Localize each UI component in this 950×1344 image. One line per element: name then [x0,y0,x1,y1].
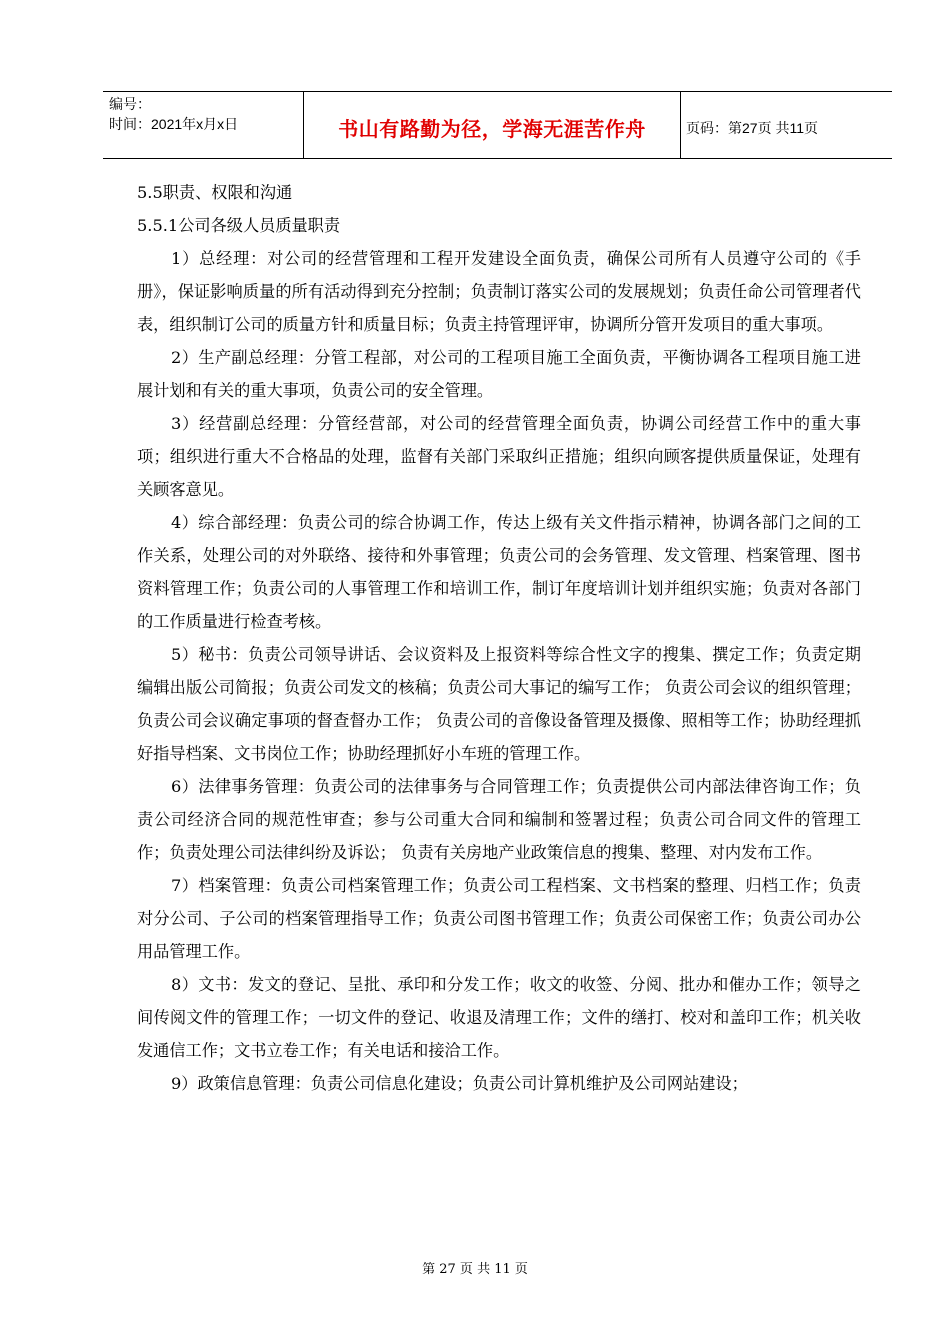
paragraph-general-manager: 1）总经理：对公司的经营管理和工程开发建设全面负责，确保公司所有人员遵守公司的《手册》，保证影响质量的所有活动得到充分控制；负责制订落实公司的发展规划；负责任命公司管理者代表，组织制订公司的质量方针和质量目标；负责主持管理评审，协调所分管开发项目的重大事项。 [137,249,861,334]
header-page-cell [680,92,892,158]
paragraph-secretary: 5）秘书：负责公司领导讲话、会议资料及上报资料等综合性文字的搜集、撰定工作；负责定期编辑出版公司简报；负责公司发文的核稿；负责公司大事记的编写工作； 负责公司会议的组织管理；负责公司会议确定事项的督查督办工作； 负责公司的音像设备管理及摄像、照相等工作；协助经理抓好指导档案、文书岗位工作；协助经理抓好小车班的管理工作。 [137,645,861,763]
paragraph-legal-affairs: 6）法律事务管理：负责公司的法律事务与合同管理工作；负责提供公司内部法律咨询工作；负责公司经济合同的规范性审查；参与公司重大合同和编制和签署过程；负责公司合同文件的管理工作；负责处理公司法律纠纷及诉讼； 负责有关房地产业政策信息的搜集、整理、对内发布工作。 [137,777,861,862]
page-header [103,91,892,159]
paragraph-production-deputy: 2）生产副总经理：分管工程部，对公司的工程项目施工全面负责，平衡协调各工程项目施工进展计划和有关的重大事项，负责公司的安全管理。 [137,348,861,400]
document-body [137,176,861,1100]
subsection-title: 5.5.1公司各级人员质量职责 [137,216,341,235]
paragraph-clerk: 8）文书：发文的登记、呈批、承印和分发工作；收文的收签、分阅、批办和催办工作；领导之间传阅文件的管理工作；一切文件的登记、收退及清理工作；文件的缮打、校对和盖印工作；机关收发通信工作；文书立卷工作；有关电话和接洽工作。 [137,975,861,1060]
paragraph-archive-management: 7）档案管理：负责公司档案管理工作；负责公司工程档案、文书档案的整理、归档工作；负责对分公司、子公司的档案管理指导工作；负责公司图书管理工作；负责公司保密工作；负责公司办公用品管理工作。 [137,876,861,961]
header-page-number: 页码：第27页 共11页 [686,120,818,136]
document-number-label: 编号： [109,96,151,112]
paragraph-business-deputy: 3）经营副总经理：分管经营部，对公司的经营管理全面负责，协调公司经营工作中的重大事项；组织进行重大不合格品的处理，监督有关部门采取纠正措施；组织向顾客提供质量保证，处理有关顾客意见。 [137,414,861,499]
paragraph-policy-information: 9）政策信息管理：负责公司信息化建设；负责公司计算机维护及公司网站建设； [171,1074,748,1093]
section-title: 5.5职责、权限和沟通 [137,183,293,202]
document-date-label: 时间：2021年x月x日 [109,116,239,132]
page-footer: 第 27 页 共 11 页 [422,1262,528,1277]
paragraph-general-dept-manager: 4）综合部经理：负责公司的综合协调工作，传达上级有关文件指示精神，协调各部门之间的工作关系，处理公司的对外联络、接待和外事管理；负责公司的会务管理、发文管理、档案管理、图书资料管理工作；负责公司的人事管理工作和培训工作，制订年度培训计划并组织实施；负责对各部门的工作质量进行检查考核。 [137,513,861,631]
header-motto: 书山有路勤为径，学海无涯苦作舟 [338,119,646,141]
header-info-cell [103,92,303,158]
header-motto-cell [303,92,681,158]
